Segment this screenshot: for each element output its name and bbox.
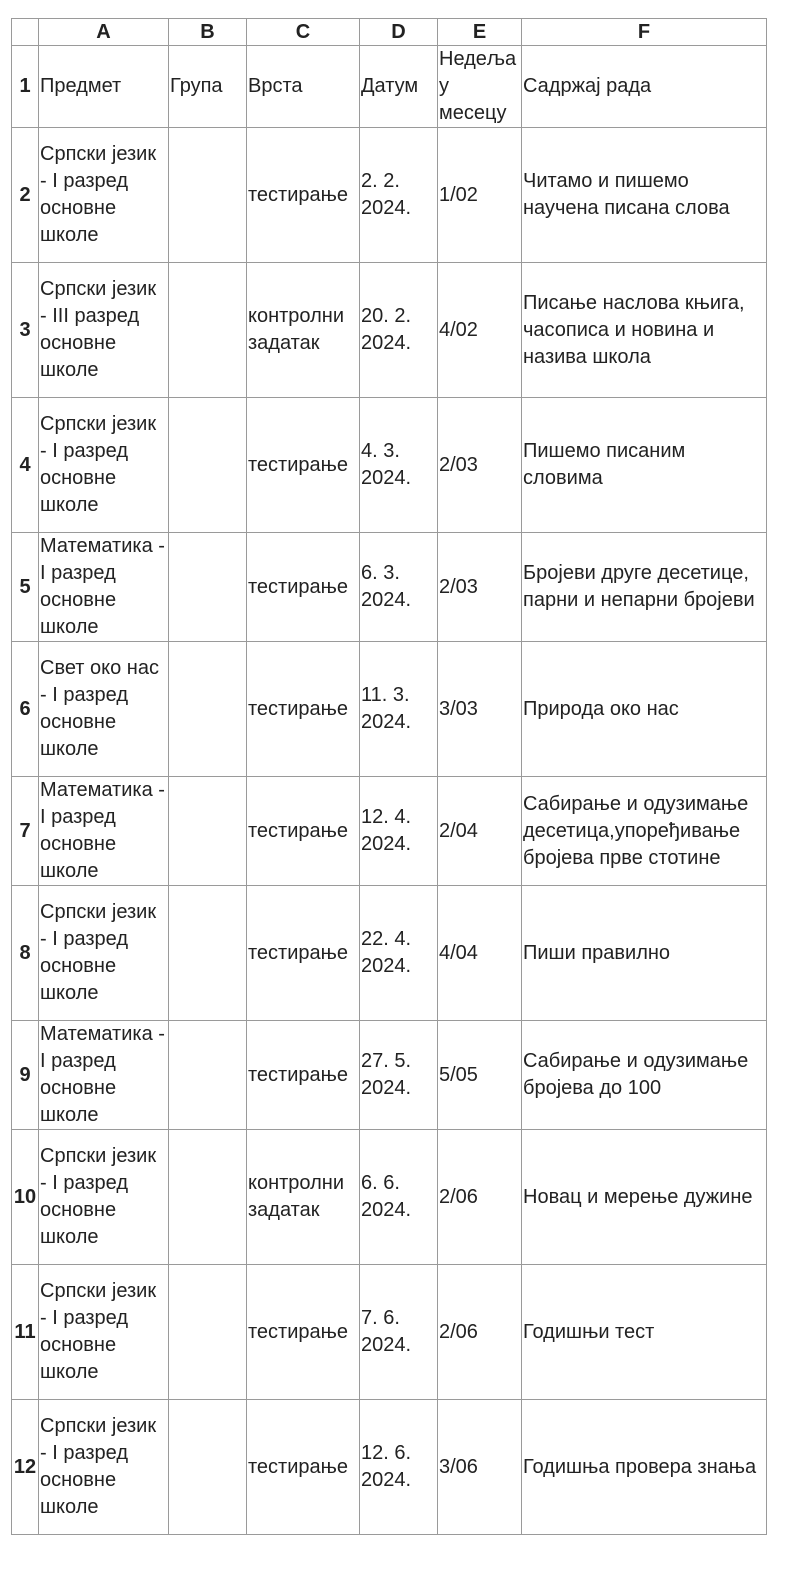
- cell-group[interactable]: [169, 1265, 247, 1400]
- cell-week[interactable]: 1/02: [438, 128, 522, 263]
- table-row: [12, 1265, 767, 1400]
- cell-content[interactable]: Писање наслова књига, часописа и новина и назива школа: [522, 263, 767, 398]
- cell-date[interactable]: 20. 2. 2024.: [360, 263, 438, 398]
- table-row: [12, 533, 767, 642]
- column-header-d[interactable]: D: [360, 19, 438, 46]
- row-number[interactable]: 4: [12, 398, 39, 533]
- cell-subject-header[interactable]: Предмет: [39, 46, 169, 128]
- cell-week[interactable]: 5/05: [438, 1021, 522, 1130]
- cell-content[interactable]: Новац и мерење дужине: [522, 1130, 767, 1265]
- cell-week[interactable]: 4/02: [438, 263, 522, 398]
- cell-type[interactable]: тестирање: [247, 777, 360, 886]
- table-row: [12, 777, 767, 886]
- cell-week[interactable]: 3/03: [438, 642, 522, 777]
- column-header-c[interactable]: C: [247, 19, 360, 46]
- cell-type[interactable]: тестирање: [247, 1021, 360, 1130]
- cell-content[interactable]: Природа око нас: [522, 642, 767, 777]
- cell-subject[interactable]: Српски језик - III разред основне школе: [39, 263, 169, 398]
- column-header-f[interactable]: F: [522, 19, 767, 46]
- cell-group[interactable]: [169, 1021, 247, 1130]
- cell-content-header[interactable]: Садржај рада: [522, 46, 767, 128]
- cell-date-header[interactable]: Датум: [360, 46, 438, 128]
- row-number[interactable]: 2: [12, 128, 39, 263]
- cell-date[interactable]: 11. 3. 2024.: [360, 642, 438, 777]
- row-number[interactable]: 5: [12, 533, 39, 642]
- cell-group[interactable]: [169, 642, 247, 777]
- table-row: [12, 1400, 767, 1535]
- cell-type[interactable]: тестирање: [247, 1265, 360, 1400]
- cell-week[interactable]: 2/04: [438, 777, 522, 886]
- cell-subject[interactable]: Свет око нас - I разред основне школе: [39, 642, 169, 777]
- cell-content[interactable]: Пишемо писаним словима: [522, 398, 767, 533]
- cell-type-header[interactable]: Врста: [247, 46, 360, 128]
- cell-subject[interactable]: Српски језик - I разред основне школе: [39, 1265, 169, 1400]
- cell-group[interactable]: [169, 398, 247, 533]
- cell-week[interactable]: 2/03: [438, 533, 522, 642]
- table-row: [12, 642, 767, 777]
- row-number[interactable]: 7: [12, 777, 39, 886]
- row-number[interactable]: 8: [12, 886, 39, 1021]
- cell-subject[interactable]: Српски језик - I разред основне школе: [39, 1400, 169, 1535]
- cell-group[interactable]: [169, 263, 247, 398]
- table-row: [12, 1021, 767, 1130]
- cell-type[interactable]: тестирање: [247, 533, 360, 642]
- column-header-a[interactable]: A: [39, 19, 169, 46]
- cell-group[interactable]: [169, 1130, 247, 1265]
- cell-week[interactable]: 3/06: [438, 1400, 522, 1535]
- cell-date[interactable]: 22. 4. 2024.: [360, 886, 438, 1021]
- row-number[interactable]: 12: [12, 1400, 39, 1535]
- cell-date[interactable]: 4. 3. 2024.: [360, 398, 438, 533]
- row-number[interactable]: 1: [12, 46, 39, 128]
- row-number[interactable]: 6: [12, 642, 39, 777]
- column-header-row: [12, 19, 767, 46]
- column-header-b[interactable]: B: [169, 19, 247, 46]
- cell-group[interactable]: [169, 777, 247, 886]
- cell-type[interactable]: контролни задатак: [247, 1130, 360, 1265]
- cell-date[interactable]: 2. 2. 2024.: [360, 128, 438, 263]
- cell-week[interactable]: 2/06: [438, 1130, 522, 1265]
- header-row: [12, 46, 767, 128]
- cell-content[interactable]: Годишња провера знања: [522, 1400, 767, 1535]
- cell-subject[interactable]: Математика - I разред основне школе: [39, 777, 169, 886]
- cell-type[interactable]: тестирање: [247, 398, 360, 533]
- cell-week[interactable]: 2/03: [438, 398, 522, 533]
- cell-week[interactable]: 2/06: [438, 1265, 522, 1400]
- row-number[interactable]: 11: [12, 1265, 39, 1400]
- cell-group[interactable]: [169, 886, 247, 1021]
- cell-content[interactable]: Годишњи тест: [522, 1265, 767, 1400]
- row-number[interactable]: 3: [12, 263, 39, 398]
- cell-date[interactable]: 12. 4. 2024.: [360, 777, 438, 886]
- cell-group[interactable]: [169, 533, 247, 642]
- cell-content[interactable]: Бројеви друге десетице, парни и непарни бројеви: [522, 533, 767, 642]
- cell-type[interactable]: тестирање: [247, 128, 360, 263]
- table-row: [12, 1130, 767, 1265]
- cell-content[interactable]: Сабирање и одузимање десетица,упоређивање бројева прве стотине: [522, 777, 767, 886]
- cell-date[interactable]: 6. 3. 2024.: [360, 533, 438, 642]
- corner-cell[interactable]: [12, 19, 39, 46]
- cell-week[interactable]: 4/04: [438, 886, 522, 1021]
- cell-subject[interactable]: Српски језик - I разред основне школе: [39, 398, 169, 533]
- cell-date[interactable]: 6. 6. 2024.: [360, 1130, 438, 1265]
- cell-type[interactable]: тестирање: [247, 1400, 360, 1535]
- row-number[interactable]: 9: [12, 1021, 39, 1130]
- cell-type[interactable]: контролни задатак: [247, 263, 360, 398]
- cell-group[interactable]: [169, 1400, 247, 1535]
- cell-date[interactable]: 7. 6. 2024.: [360, 1265, 438, 1400]
- cell-content[interactable]: Пиши правилно: [522, 886, 767, 1021]
- cell-content[interactable]: Сабирање и одузимање бројева до 100: [522, 1021, 767, 1130]
- cell-week-header[interactable]: Недеља у месецу: [438, 46, 522, 128]
- cell-content[interactable]: Читамо и пишемо научена писана слова: [522, 128, 767, 263]
- table-row: [12, 398, 767, 533]
- cell-subject[interactable]: Математика - I разред основне школе: [39, 1021, 169, 1130]
- cell-group-header[interactable]: Група: [169, 46, 247, 128]
- table-row: [12, 263, 767, 398]
- cell-type[interactable]: тестирање: [247, 642, 360, 777]
- table-row: [12, 886, 767, 1021]
- cell-subject[interactable]: Српски језик - I разред основне школе: [39, 128, 169, 263]
- column-header-e[interactable]: E: [438, 19, 522, 46]
- cell-group[interactable]: [169, 128, 247, 263]
- cell-subject[interactable]: Српски језик - I разред основне школе: [39, 1130, 169, 1265]
- row-number[interactable]: 10: [12, 1130, 39, 1265]
- cell-date[interactable]: 12. 6. 2024.: [360, 1400, 438, 1535]
- cell-subject[interactable]: Српски језик - I разред основне школе: [39, 886, 169, 1021]
- cell-subject[interactable]: Математика - I разред основне школе: [39, 533, 169, 642]
- cell-date[interactable]: 27. 5. 2024.: [360, 1021, 438, 1130]
- cell-type[interactable]: тестирање: [247, 886, 360, 1021]
- spreadsheet-table: [11, 18, 767, 1535]
- table-row: [12, 128, 767, 263]
